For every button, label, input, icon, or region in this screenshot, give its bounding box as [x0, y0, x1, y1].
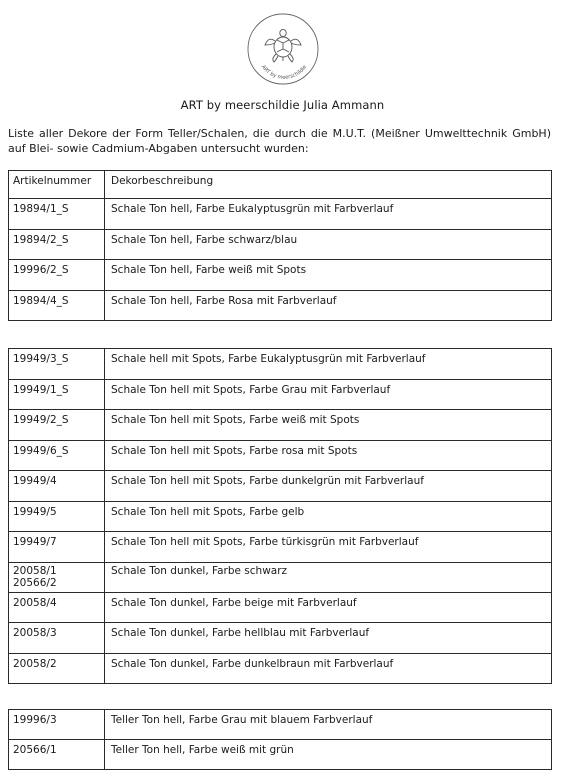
- table-row: [9, 532, 552, 563]
- article-number: 20058/4: [9, 592, 105, 623]
- decor-table-group-1: [8, 170, 552, 321]
- article-number-secondary: 20566/2: [13, 576, 57, 589]
- decor-description: Schale Ton hell mit Spots, Farbe dunkelgrün mit Farbverlauf: [105, 471, 552, 502]
- decor-description: Teller Ton hell, Farbe Grau mit blauem Farbverlauf: [105, 710, 552, 740]
- table-row: [9, 562, 552, 592]
- page-heading: ART by meerschildie Julia Ammann: [180, 98, 385, 112]
- article-number: 20058/3: [9, 623, 105, 654]
- intro-paragraph: Liste aller Dekore der Form Teller/Schalen, die durch die M.U.T. (Meißner Umwelttechnik GmbH) auf Blei- sowie Cadmium-Abgaben untersucht wurden:: [8, 127, 551, 155]
- decor-description: Schale Ton hell mit Spots, Farbe Grau mit Farbverlauf: [105, 379, 552, 410]
- table-row: [9, 440, 552, 471]
- article-number: 19949/3_S: [9, 349, 105, 380]
- decor-description: Schale Ton hell, Farbe weiß mit Spots: [105, 260, 552, 291]
- table-row: [9, 349, 552, 380]
- decor-description: Schale Ton dunkel, Farbe schwarz: [105, 562, 552, 592]
- table-header-row: [9, 171, 552, 199]
- article-number: [9, 562, 105, 592]
- article-number: 20566/1: [9, 740, 105, 770]
- table-row: [9, 410, 552, 441]
- table-row: [9, 471, 552, 502]
- table-row: [9, 379, 552, 410]
- decor-description: Schale Ton hell, Farbe Eukalyptusgrün mit Farbverlauf: [105, 199, 552, 230]
- header-dekorbeschreibung: Dekorbeschreibung: [105, 171, 552, 199]
- article-number: 19949/5: [9, 501, 105, 532]
- article-number: 19996/3: [9, 710, 105, 740]
- header-artikelnummer: Artikelnummer: [9, 171, 105, 199]
- article-number: 19949/6_S: [9, 440, 105, 471]
- article-number: 19949/4: [9, 471, 105, 502]
- table-row: [9, 710, 552, 740]
- turtle-logo: [246, 12, 320, 86]
- decor-description: Schale Ton hell mit Spots, Farbe rosa mit Spots: [105, 440, 552, 471]
- decor-description: Schale Ton hell mit Spots, Farbe türkisgrün mit Farbverlauf: [105, 532, 552, 563]
- decor-description: Schale Ton hell mit Spots, Farbe weiß mit Spots: [105, 410, 552, 441]
- decor-description: Schale Ton dunkel, Farbe dunkelbraun mit Farbverlauf: [105, 653, 552, 684]
- decor-description: Schale Ton dunkel, Farbe beige mit Farbverlauf: [105, 592, 552, 623]
- logo-text: ART by meerschildie: [259, 64, 309, 81]
- table-row: [9, 260, 552, 291]
- table-row: [9, 653, 552, 684]
- article-number: 19949/2_S: [9, 410, 105, 441]
- table-row: [9, 199, 552, 230]
- decor-table-group-2: [8, 348, 552, 684]
- article-number: 19894/1_S: [9, 199, 105, 230]
- article-number: 19894/2_S: [9, 229, 105, 260]
- table-row: [9, 592, 552, 623]
- article-number: 20058/2: [9, 653, 105, 684]
- decor-description: Schale Ton hell, Farbe schwarz/blau: [105, 229, 552, 260]
- table-row: [9, 290, 552, 321]
- table-row: [9, 229, 552, 260]
- decor-description: Schale hell mit Spots, Farbe Eukalyptusgrün mit Farbverlauf: [105, 349, 552, 380]
- article-number: 19996/2_S: [9, 260, 105, 291]
- turtle-icon: [265, 29, 301, 62]
- article-number: 19949/1_S: [9, 379, 105, 410]
- table-row: [9, 501, 552, 532]
- decor-table-group-3: [8, 709, 552, 770]
- article-number-primary: 20058/1: [13, 564, 57, 577]
- article-number: 19894/4_S: [9, 290, 105, 321]
- decor-description: Teller Ton hell, Farbe weiß mit grün: [105, 740, 552, 770]
- table-row: [9, 623, 552, 654]
- article-number: 19949/7: [9, 532, 105, 563]
- decor-description: Schale Ton hell mit Spots, Farbe gelb: [105, 501, 552, 532]
- table-row: [9, 740, 552, 770]
- decor-description: Schale Ton dunkel, Farbe hellblau mit Farbverlauf: [105, 623, 552, 654]
- decor-description: Schale Ton hell, Farbe Rosa mit Farbverlauf: [105, 290, 552, 321]
